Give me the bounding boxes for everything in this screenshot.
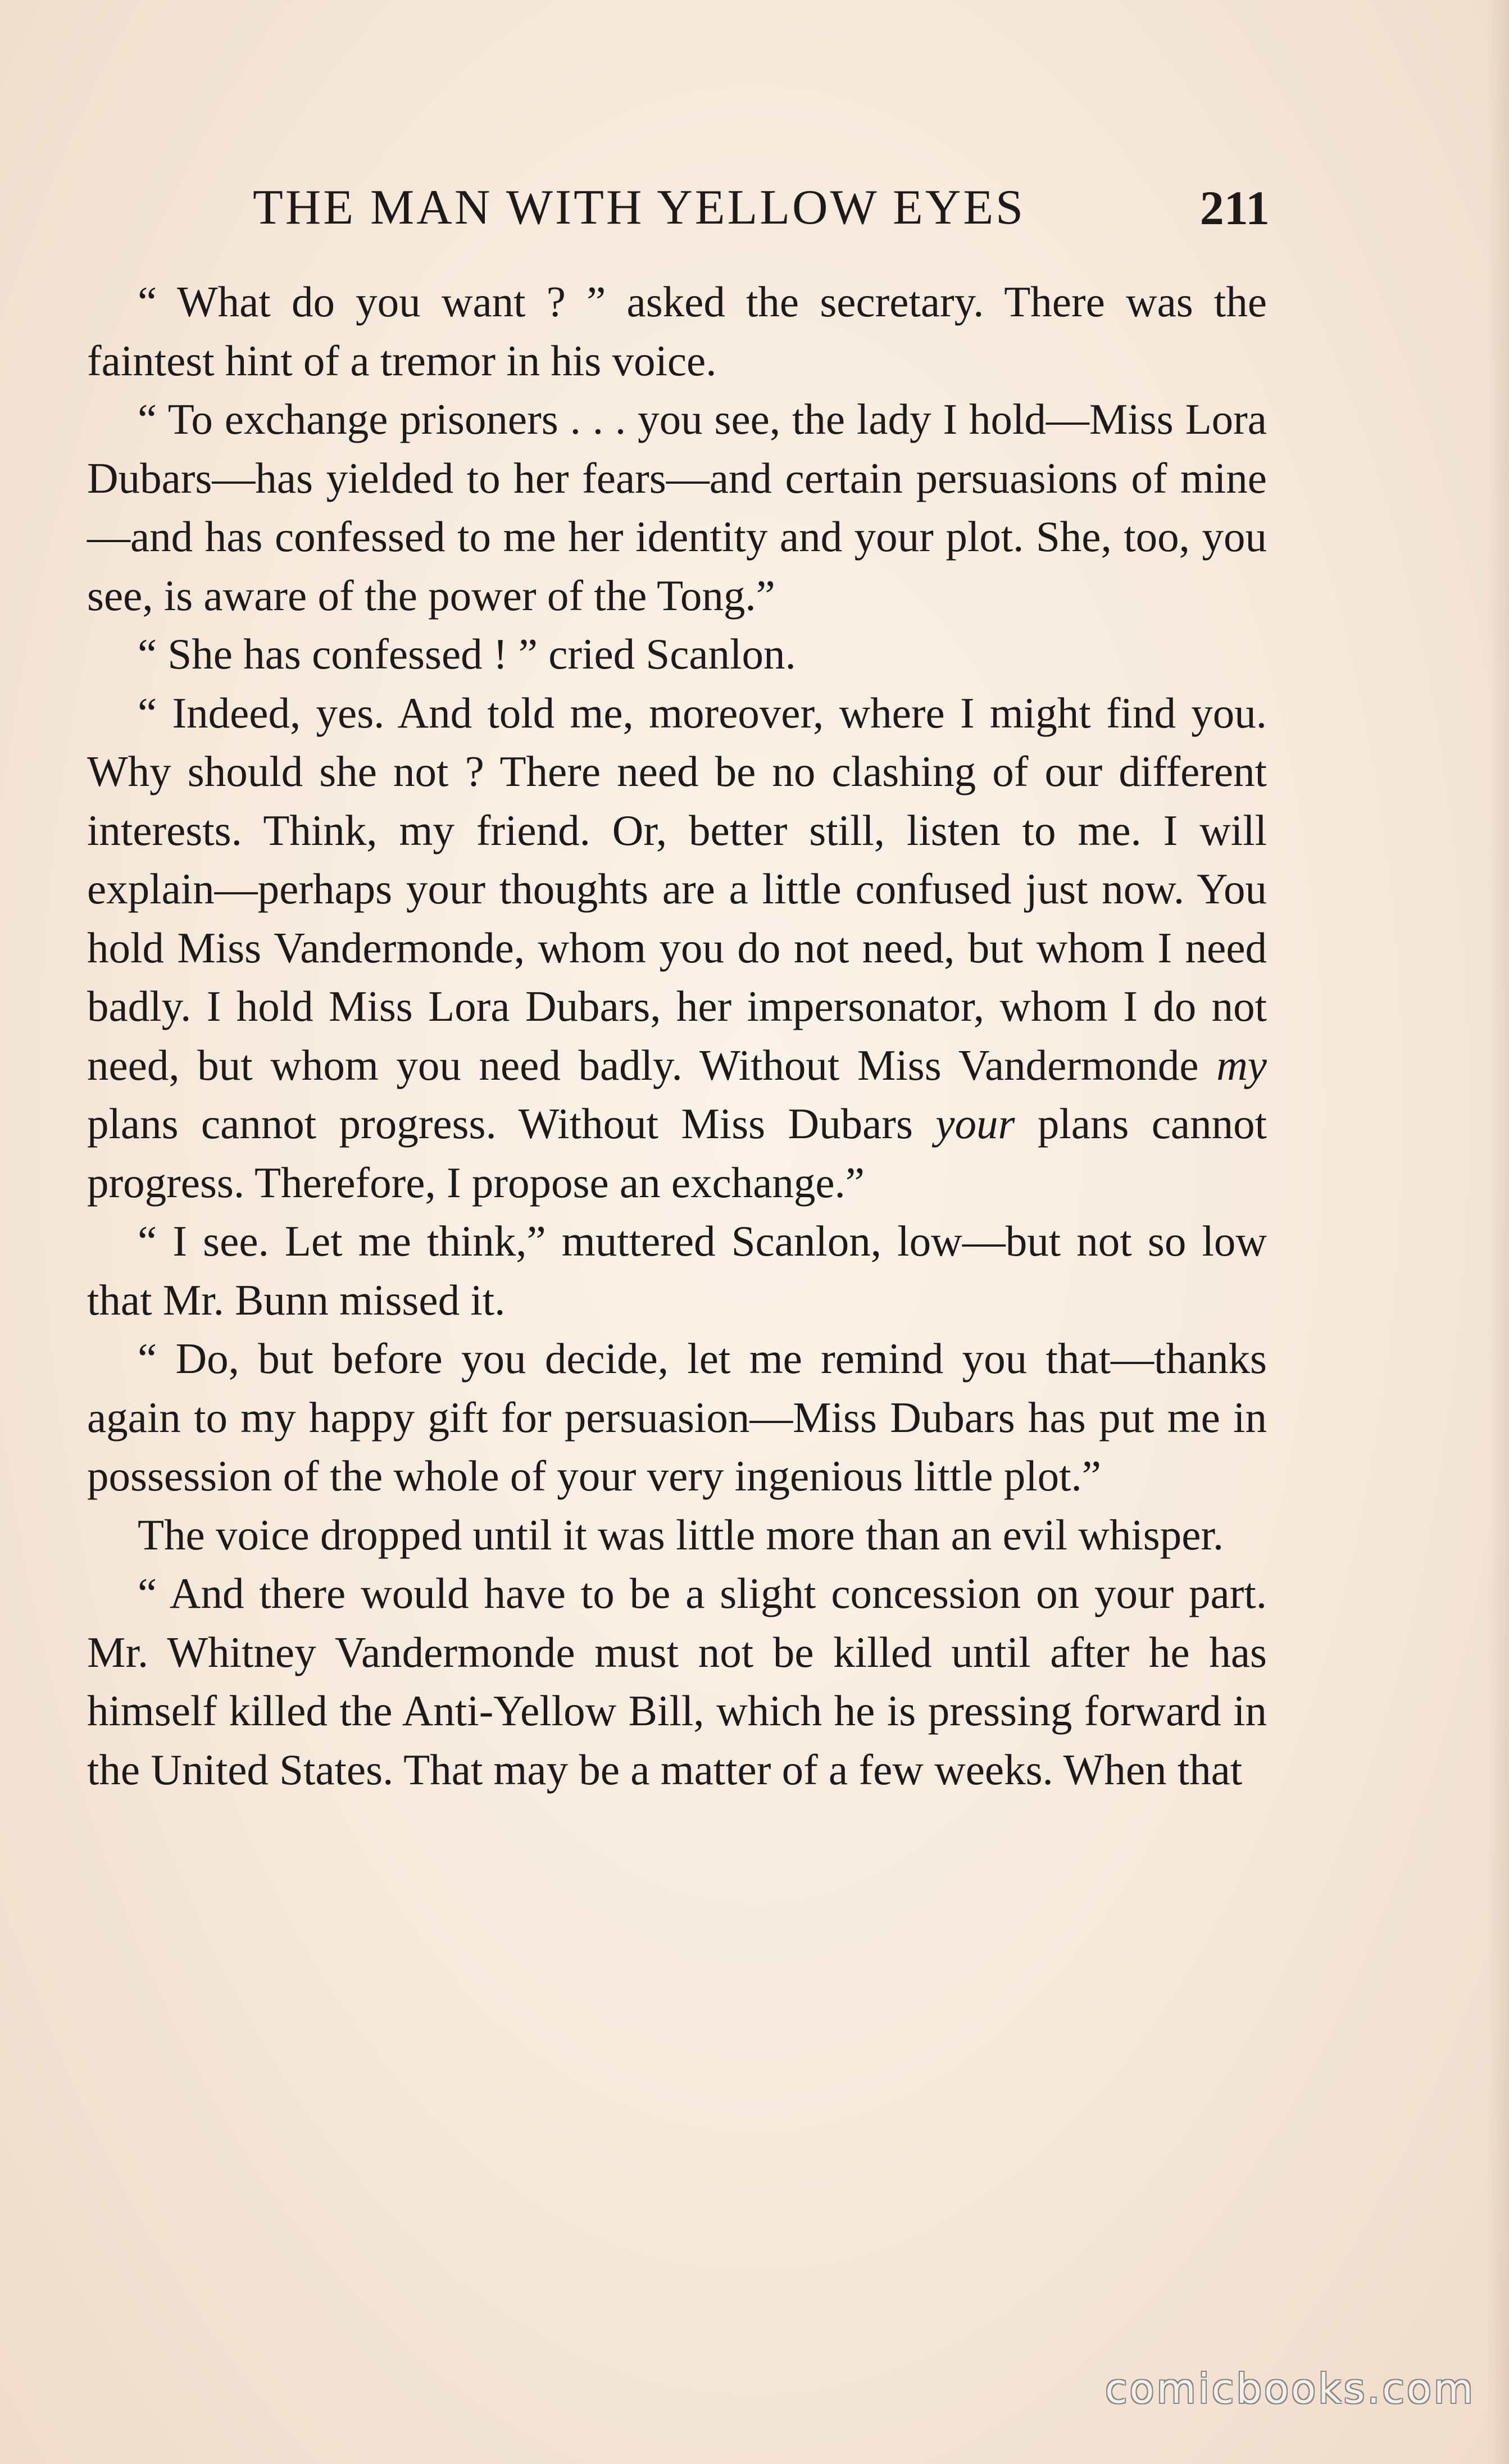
paragraph <box>87 684 1267 1212</box>
running-title: THE MAN WITH YELLOW EYES <box>253 180 1026 235</box>
paragraph: “ What do you want ? ” asked the secretary. There was the faintest hint of a tremor in his voice. <box>87 278 1267 385</box>
paragraph: “ I see. Let me think,” muttered Scanlon, low—but not so low that Mr. Bunn missed it. <box>87 1217 1267 1324</box>
paragraph: “ Do, but before you decide, let me remind you that—thanks again to my happy gift for persuasion—Miss Dubars has put me in possession of the whole of your very ingenious little plot.” <box>87 1334 1267 1500</box>
paragraph: The voice dropped until it was little more than an evil whisper. <box>138 1510 1224 1559</box>
emphasis-my: my <box>1216 1040 1267 1089</box>
page-edge-shadow <box>1487 0 1509 2464</box>
running-head <box>84 177 1270 239</box>
paragraph-text: plans cannot progress. Without Miss Dubars <box>87 1099 936 1148</box>
watermark: comicbooks.com <box>1105 2365 1475 2412</box>
paragraph-text: plans cannot progress. Therefore, I propose an exchange.” <box>87 1099 1267 1207</box>
paragraph: “ To exchange prisoners . . . you see, the lady I hold—Miss Lora Dubars—has yielded to her fears—and certain persuasions of mine—and has confessed to me her identity and your plot. She, too, you see, is aware of the power of the Tong.” <box>87 395 1267 620</box>
paragraph-text: “ Indeed, yes. And told me, moreover, where I might find you. Why should she not ? There need be no clashing of our different interests. Think, my friend. Or, better still, listen to me. I will explain—perhaps your thoughts are a little confused just now. You hold Miss Vandermonde, whom you do not need, but whom I need badly. I hold Miss Lora Dubars, her impersonator, whom I do not need, but whom you need badly. Without Miss Vandermonde <box>87 688 1267 1089</box>
body-text <box>87 272 1267 1799</box>
page-number: 211 <box>1199 181 1270 235</box>
emphasis-your: your <box>935 1099 1015 1148</box>
paragraph: “ She has confessed ! ” cried Scanlon. <box>138 630 796 678</box>
paragraph: “ And there would have to be a slight concession on your part. Mr. Whitney Vandermonde must not be killed until after he has himself killed the Anti-Yellow Bill, which he is pressing forward in the United States. That may be a matter of a few weeks. When that <box>87 1569 1267 1794</box>
